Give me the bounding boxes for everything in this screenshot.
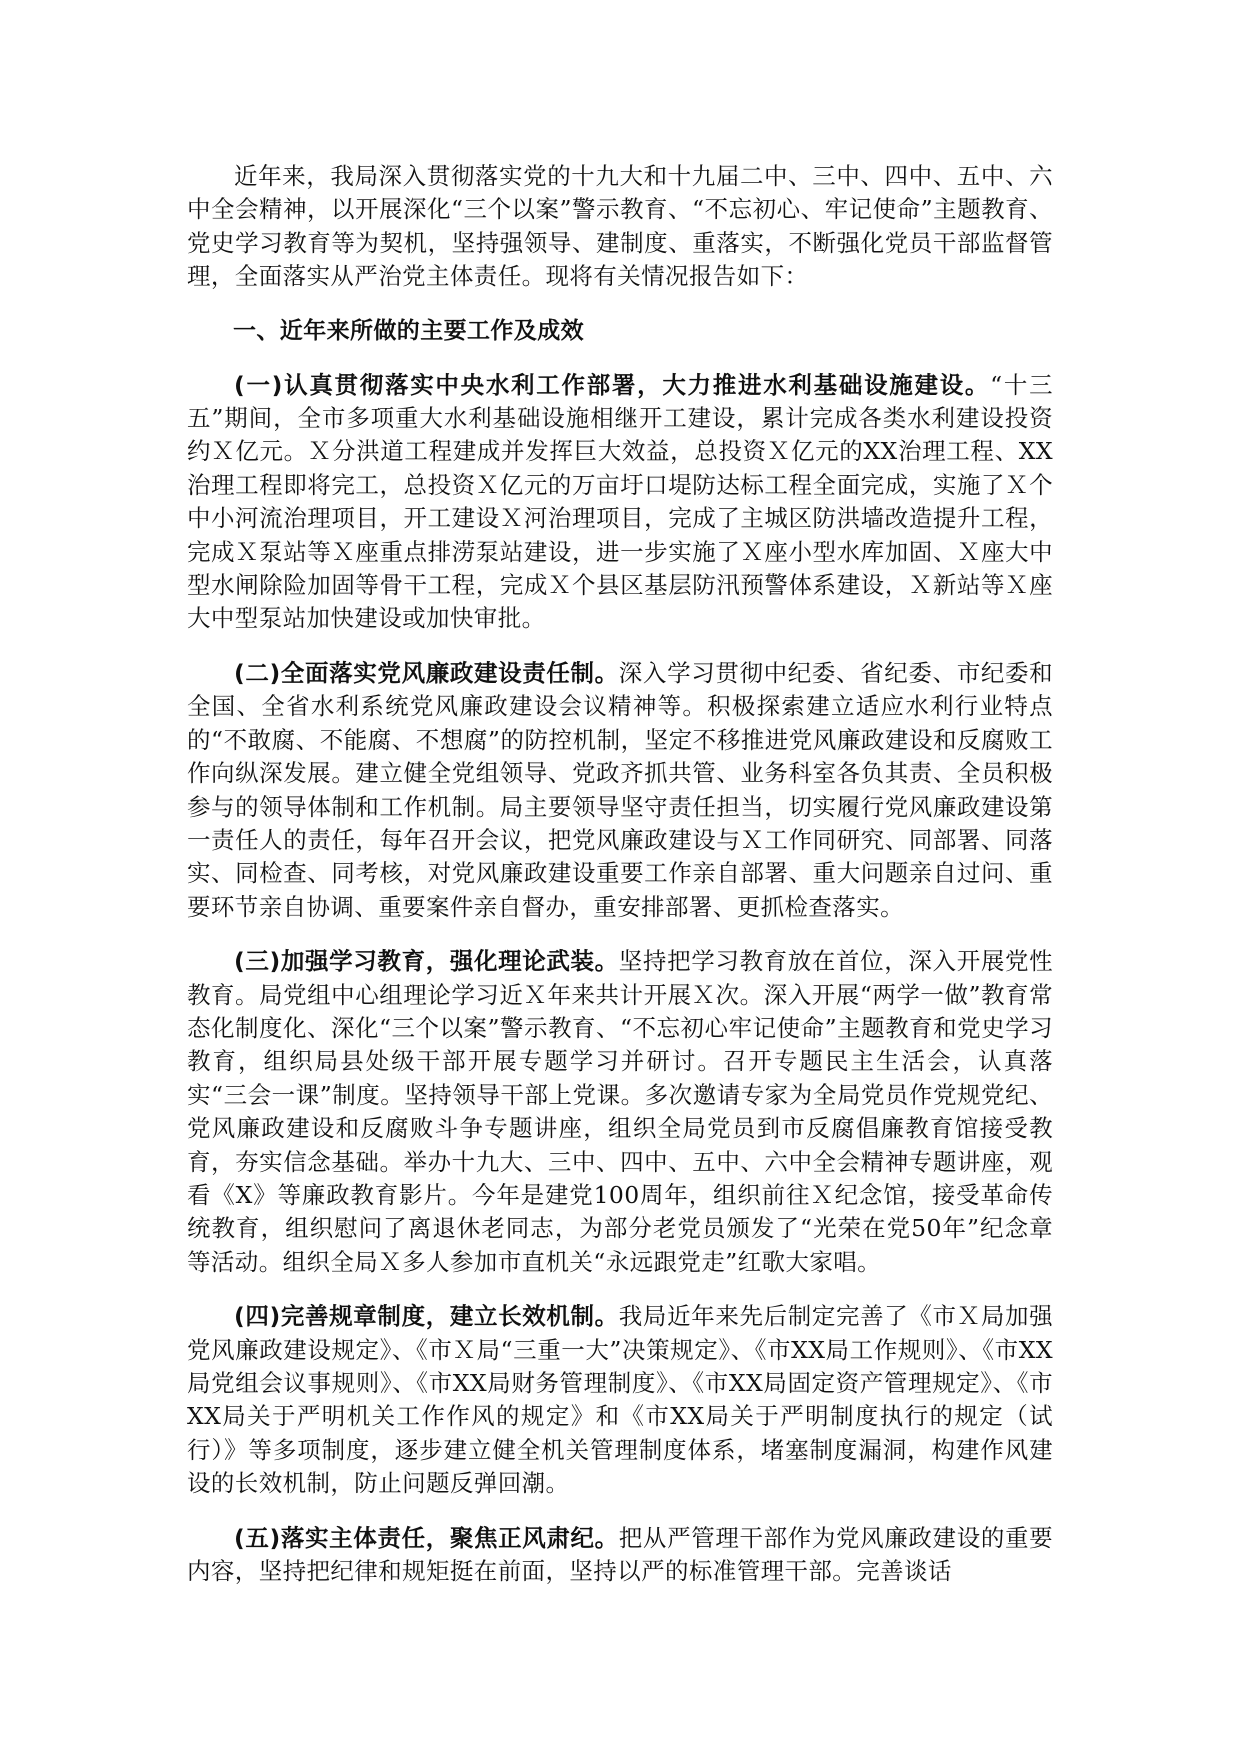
item-paragraph-2 [187,657,1053,924]
item-paragraph-3 [187,945,1053,1279]
item-lead: (二)全面落实党风廉政建设责任制。 [234,658,619,687]
item-body: 把从严管理干部作为党风廉政建设的重要内容，坚持把纪律和规矩挺在前面，坚持以严的标准管理干部。完善谈话 [187,1523,1054,1586]
item-paragraph-1 [187,369,1053,636]
document-page [187,160,1053,1588]
item-lead: (一)认真贯彻落实中央水利工作部署，大力推进水利基础设施建设。 [234,370,991,399]
item-paragraph-4 [187,1300,1053,1500]
item-lead: (三)加强学习教育，强化理论武装。 [234,947,619,976]
intro-paragraph: 近年来，我局深入贯彻落实党的十九大和十九届二中、三中、四中、五中、六中全会精神，以开展深化“三个以案”警示教育、“不忘初心、牢记使命”主题教育、党史学习教育等为契机，坚持强领导、建制度、重落实，不断强化党员干部监督管理，全面落实从严治党主体责任。现将有关情况报告如下： [187,162,1053,291]
item-lead: (四)完善规章制度，建立长效机制。 [234,1302,619,1331]
item-body: 坚持把学习教育放在首位，深入开展党性教育。局党组中心组理论学习近Ｘ年来共计开展Ｘ次。深入开展“两学一做”教育常态化制度化、深化“三个以案”警示教育、“不忘初心牢记使命”主题教育和党史学习教育，组织局县处级干部开展专题学习并研讨。召开专题民主生活会，认真落实“三会一课”制度。坚持领导干部上党课。多次邀请专家为全局党员作党规党纪、党风廉政建设和反腐败斗争专题讲座，组织全局党员到市反腐倡廉教育馆接受教育，夯实信念基础。举办十九大、三中、四中、五中、六中全会精神专题讲座，观看《X》等廉政教育影片。今年是建党100周年，组织前往Ｘ纪念馆，接受革命传统教育，组织慰问了离退休老同志，为部分老党员颁发了“光荣在党50年”纪念章等活动。组织全局Ｘ多人参加市直机关“永远跟党走”红歌大家唱。 [187,947,1054,1276]
item-lead: (五)落实主体责任，聚焦正风肃纪。 [234,1523,619,1552]
item-body: 深入学习贯彻中纪委、省纪委、市纪委和全国、全省水利系统党风廉政建设会议精神等。积极探索建立适应水利行业特点的“不敢腐、不能腐、不想腐”的防控机制，坚定不移推进党风廉政建设和反腐败工作向纵深发展。建立健全党组领导、党政齐抓共管、业务科室各负其责、全员积极参与的领导体制和工作机制。局主要领导坚守责任担当，切实履行党风廉政建设第一责任人的责任，每年召开会议，把党风廉政建设与Ｘ工作同研究、同部署、同落实、同检查、同考核，对党风廉政建设重要工作亲自部署、重大问题亲自过问、重要环节亲自协调、重要案件亲自督办，重安排部署、更抓检查落实。 [187,658,1054,921]
section-heading: 一、近年来所做的主要工作及成效 [233,317,584,344]
item-body: “十三五”期间，全市多项重大水利基础设施相继开工建设，累计完成各类水利建设投资约Ｘ亿元。Ｘ分洪道工程建成并发挥巨大效益，总投资Ｘ亿元的XX治理工程、XX治理工程即将完工，总投资Ｘ亿元的万亩圩口堤防达标工程全面完成，实施了Ｘ个中小河流治理项目，开工建设Ｘ河治理项目，完成了主城区防洪墙改造提升工程，完成Ｘ泵站等Ｘ座重点排涝泵站建设，进一步实施了Ｘ座小型水库加固、Ｘ座大中型水闸除险加固等骨干工程，完成Ｘ个县区基层防汛预警体系建设，Ｘ新站等Ｘ座大中型泵站加快建设或加快审批。 [187,370,1053,633]
item-body: 我局近年来先后制定完善了《市Ｘ局加强党风廉政建设规定》、《市Ｘ局“三重一大”决策规定》、《市XX局工作规则》、《市XX局党组会议事规则》、《市XX局财务管理制度》、《市XX局固定资产管理规定》、《市XX局关于严明机关工作作风的规定》和《市XX局关于严明制度执行的规定（试行）》等多项制度，逐步建立健全机关管理制度体系，堵塞制度漏洞，构建作风建设的长效机制，防止问题反弹回潮。 [187,1302,1054,1498]
item-paragraph-5 [187,1522,1053,1589]
